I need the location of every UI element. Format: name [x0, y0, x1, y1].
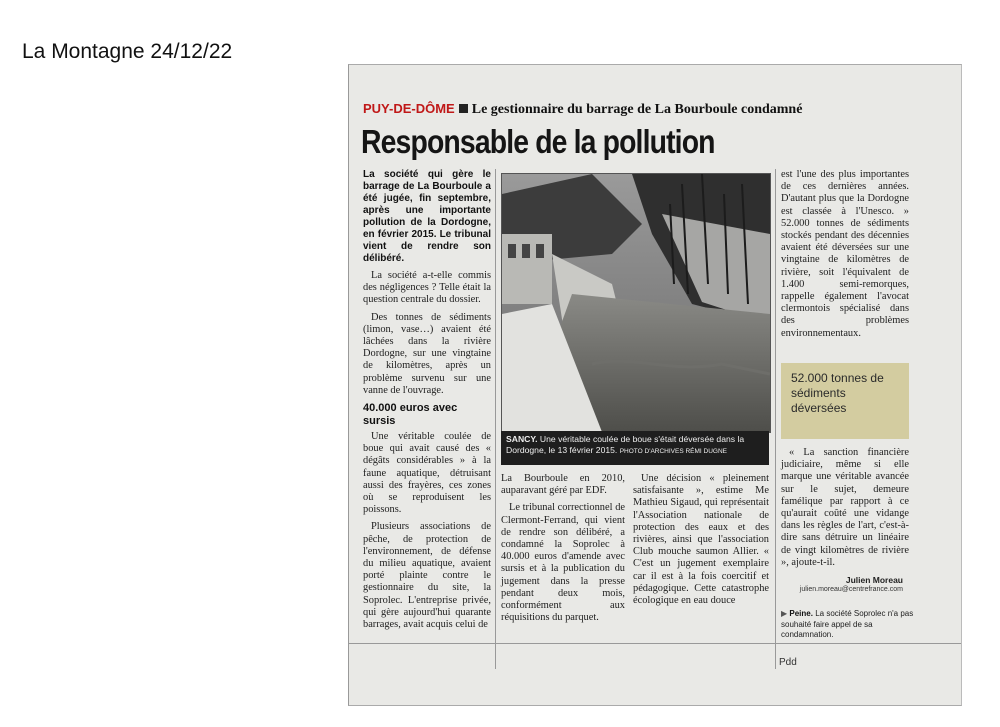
square-bullet-icon — [459, 104, 468, 113]
department-label: PUY-DE-DÔME — [363, 101, 455, 116]
footer-mark: Pdd — [779, 657, 797, 668]
newspaper-clipping — [348, 64, 962, 706]
caption-title: SANCY. — [506, 434, 538, 444]
paragraph: La Bourboule en 2010, auparavant géré par EDF. — [501, 473, 625, 497]
article-photo — [501, 173, 771, 433]
column-2 — [501, 473, 625, 629]
author-email: julien.moreau@centrefrance.com — [799, 586, 903, 593]
photo-credit: PHOTO D'ARCHIVES RÉMI DUGNE — [619, 448, 728, 455]
column-4-continued — [781, 447, 909, 574]
paragraph: Une véritable coulée de boue qui avait causé des « dégâts considérables » à la faune aquatique, détruisant aussi des frayères, ces zones où se reproduisent les poissons. — [363, 431, 491, 516]
article-lead: La société qui gère le barrage de La Bourboule a été jugée, fin septembre, après une importante pollution de la Dordogne, en février 2015. Le tribunal vient de rendre son délibéré. — [363, 169, 491, 264]
column-divider — [775, 169, 776, 669]
triangle-bullet-icon: ▶ — [781, 609, 788, 618]
pull-quote-box — [781, 363, 909, 439]
paragraph: « La sanction financière judiciaire, même si elle marque une véritable avancée sur le sujet, demeure famélique par rapport à ce qu'aurait coûté une vidange dans les règles de l'art, c'est-à-dire sans détruire un linéaire de vingt kilomètres de rivière », ajoute-t-il. — [781, 447, 909, 568]
paragraph: Plusieurs associations de pêche, de protection de l'environnement, de défense du milieu aquatique, avaient porté plainte contre le gestionnaire du site, la Soprolec. L'entreprise privée, qui gère aujourd'hui quarante barrages, avait acquis celui de — [363, 521, 491, 631]
dam-spillway-image — [502, 174, 770, 432]
paragraph: est l'une des plus importantes de ces dernières années. D'autant plus que la Dordogne est classée à l'Unesco. » 52.000 tonnes de sédiments stockés pendant des décennies avaient été déversées sur une vingtaine de kilomètres de rivière, soit l'équivalent de 1.400 semi-remorques, rappelle également l'avocat clermontois spécialisé dans des problèmes environnementaux. — [781, 169, 909, 339]
pull-quote: 52.000 tonnes de sédiments déversées — [791, 371, 884, 415]
photo-caption — [501, 431, 769, 465]
sentence-note-text: La société Soprolec n'a pas souhaité faire appel de sa condamnation. — [781, 609, 914, 639]
paragraph: Des tonnes de sédiments (limon, vase…) avaient été lâchées dans la rivière Dordogne, sur une vingtaine de kilomètres, après un problème survenu sur une vanne de l'ouvrage. — [363, 311, 491, 396]
column-3 — [633, 473, 769, 612]
paragraph: La société a-t-elle commis des négligences ? Telle était la question centrale du dossier. — [363, 270, 491, 306]
sentence-note-label: Peine. — [789, 609, 813, 618]
section-subhead: 40.000 euros avec sursis — [363, 402, 458, 427]
author-byline: Julien Moreau — [845, 575, 903, 585]
paragraph: Une décision « pleinement satisfaisante », estime Me Mathieu Sigaud, qui représentait l'Association nationale de protection des eaux et des rivières, ainsi que l'association Club mouche saumon Allier. « C'est un jugement exemplaire car il est à la fois coercitif et pédagogique. Cette catastrophe écologique en eau douce — [633, 473, 769, 607]
sentence-note — [781, 609, 921, 641]
footer-rule — [349, 643, 961, 644]
article-kicker — [363, 101, 802, 118]
column-1 — [363, 169, 491, 402]
column-1-continued — [363, 431, 491, 636]
column-4 — [781, 169, 909, 345]
column-divider — [495, 169, 496, 669]
article-subtitle: Le gestionnaire du barrage de La Bourboule condamné — [471, 102, 803, 117]
caption-text: Une véritable coulée de boue s'était déversée dans la Dordogne, le 13 février 2015. — [506, 434, 745, 455]
page-label: La Montagne 24/12/22 — [22, 40, 233, 63]
paragraph: Le tribunal correctionnel de Clermont-Ferrand, qui vient de rendre son délibéré, a condamné la Soprolec à 40.000 euros d'amende avec sursis et à la publication du jugement dans la presse pendant deux mois, conformément aux réquisitions du parquet. — [501, 502, 625, 624]
article-headline: Responsable de la pollution — [361, 123, 715, 160]
